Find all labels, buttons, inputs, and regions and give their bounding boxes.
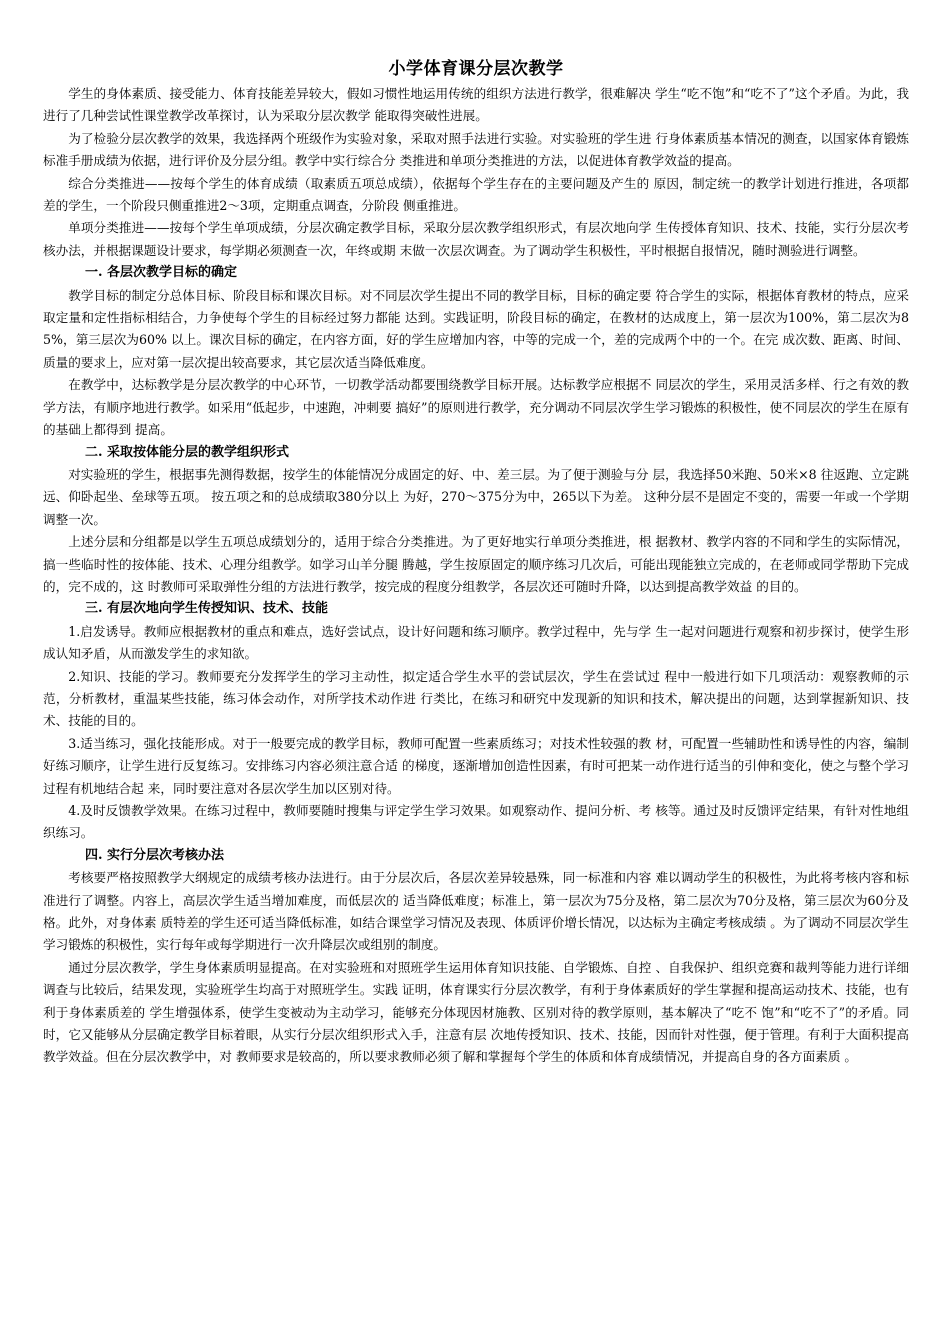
section-3-heading: 三. 有层次地向学生传授知识、技术、技能 <box>85 601 329 617</box>
section-4-paragraph-2: 通过分层次教学，学生身体素质明显提高。在对实验班和对照班学生运用体育知识技能、自学锻炼、自控 、自我保护、组织竞赛和裁判等能力进行详细调查与比较后，结果发现，实验班学生均高于对照班学生。实践 证明，体育课实行分层次教学，有利于身体素质好的学生掌握和提高运动技术、技能，也有利于身体素质差的 学生增强体系，使学生变被动为主动学习，能够充分体现因材施教、区别对待的教学原则，基本解决了“吃不 饱”和“吃不了”的矛盾。同时，它又能够从分层确定教学目标着眼，从实行分层次组织形式入手，注意有层 次地传授知识、技术、技能，因而针对性强，便于管理。有利于大面积提高教学效益。但在分层次教学中，对 教师要求是较高的，所以要求教师必须了解和掌握每个学生的体质和体育成绩情况，并提高自身的各方面素质 。 <box>43 959 909 1065</box>
section-3-paragraph-4: 4.及时反馈教学效果。在练习过程中，教师要随时搜集与评定学生学习效果。如观察动作、提问分析、考 核等。通过及时反馈评定结果，有针对性地组织练习。 <box>43 803 909 841</box>
section-2-paragraph-2: 上述分层和分组都是以学生五项总成绩划分的，适用于综合分类推进。为了更好地实行单项分类推进，根 据教材、教学内容的不同和学生的实际情况，搞一些临时性的按体能、技术、心理分组教学。如学习山羊分腿 腾越，学生按原固定的顺序练习几次后，可能出现能独立完成的，在老师或同学帮助下完成的，完不成的，这 时教师可采取弹性分组的方法进行教学，按完成的程度分组教学，各层次还可随时升降，以达到提高教学效益 的目的。 <box>43 534 909 594</box>
section-3-paragraph-1: 1.启发诱导。教师应根据教材的重点和难点，选好尝试点，设计好问题和练习顺序。教学过程中，先与学 生一起对问题进行观察和初步探讨，使学生形成认知矛盾，从而激发学生的求知欲。 <box>43 623 909 662</box>
document-title: 小学体育课分层次教学 <box>388 59 564 79</box>
section-3-paragraph-2: 2.知识、技能的学习。教师要充分发挥学生的学习主动性，拟定适合学生水平的尝试层次，学生在尝试过 程中一般进行如下几项活动：观察教师的示范，分析教材，重温某些技能，练习体会动作，对所学技术动作进 行类比，在练习和研究中发现新的知识和技术，解决提出的问题，达到掌握新知识、技术、技能的目的。 <box>43 668 909 729</box>
section-1-heading: 一. 各层次教学目标的确定 <box>85 265 238 281</box>
section-4-heading: 四. 实行分层次考核办法 <box>85 847 225 863</box>
section-3-paragraph-3: 3.适当练习，强化技能形成。对于一般要完成的教学目标，教师可配置一些素质练习；对技术性较强的教 材，可配置一些辅助性和诱导性的内容，编制好练习顺序，让学生进行反复练习。安排练习内容必须注意合适 的梯度，逐渐增加创造性因素，有时可把某一动作进行适当的引伸和变化，使之与整个学习过程有机地结合起 来，同时要注意对各层次学生加以区别对待。 <box>43 735 909 796</box>
section-2-heading: 二. 采取按体能分层的教学组织形式 <box>85 444 290 460</box>
section-4-paragraph-1: 考核要严格按照教学大纲规定的成绩考核办法进行。由于分层次后，各层次差异较悬殊，同一标准和内容 难以调动学生的积极性，为此将考核内容和标准进行了调整。内容上，高层次学生适当增加难度，而低层次的 适当降低难度；标准上，第一层次为75分及格，第二层次为70分及格，第三层次为60分及格。此外，对身体素 质特差的学生还可适当降低标准，如结合课堂学习情况及表现、体质评价增长情况，以达标为主确定考核成绩 。为了调动不同层次学生学习锻炼的积极性，实行每年或每学期进行一次升降层次或组别的制度。 <box>43 870 909 953</box>
section-1-paragraph-1: 教学目标的制定分总体目标、阶段目标和课次目标。对不同层次学生提出不同的教学目标，目标的确定要 符合学生的实际，根据体育教材的特点，应采取定量和定性指标相结合，力争使每个学生的目标经过努力都能 达到。实践证明，阶段目标的确定，在教材的达成度上，第一层次为100%，第二层次为85%，第三层次为60% 以上。课次目标的确定，在内容方面，好的学生应增加内容，中等的完成一个，差的完成两个中的一个。在完 成次数、距离、时间、质量的要求上，应对第一层次提出较高要求，其它层次适当降低难度。 <box>43 287 909 370</box>
intro-paragraph-3: 综合分类推进——按每个学生的体育成绩（取素质五项总成绩），依据每个学生存在的主要问题及产生的 原因，制定统一的教学计划进行推进，各项都差的学生，一个阶段只侧重推进2～3项，定期重点调查，分阶段 侧重推进。 <box>43 175 909 214</box>
intro-paragraph-2: 为了检验分层次教学的效果，我选择两个班级作为实验对象，采取对照手法进行实验。对实验班的学生进 行身体素质基本情况的测查，以国家体育锻炼标准手册成绩为依据，进行评价及分层分组。教学中实行综合分 类推进和单项分类推进的方法，以促进体育教学效益的提高。 <box>43 130 909 169</box>
intro-paragraph-4: 单项分类推进——按每个学生单项成绩，分层次确定教学目标，采取分层次教学组织形式，有层次地向学 生传授体育知识、技术、技能，实行分层次考核办法，并根据课题设计要求，每学期必须测查一次，年终或期 末做一次层次调查。为了调动学生积极性，平时根据自报情况，随时测验进行调整。 <box>43 220 909 258</box>
section-1-paragraph-2: 在教学中，达标教学是分层次教学的中心环节，一切教学活动都要围绕教学目标开展。达标教学应根据不 同层次的学生，采用灵活多样、行之有效的教学方法，有顺序地进行教学。如采用“低起步，中速跑，冲刺要 搞好”的原则进行教学，充分调动不同层次学生学习锻炼的积极性，使不同层次的学生在原有的基础上都得到 提高。 <box>43 377 909 438</box>
section-2-paragraph-1: 对实验班的学生，根据事先测得数据，按学生的体能情况分成固定的好、中、差三层。为了便于测验与分 层，我选择50米跑、50米×8 往返跑、立定跳远、仰卧起坐、垒球等五项。 按五项之和的总成绩取380分以上 为好，270～375分为中，265以下为差。 这种分层不是固定不变的，需要一年或一个学期调整一次。 <box>43 466 909 527</box>
intro-paragraph-1: 学生的身体素质、接受能力、体育技能差异较大，假如习惯性地运用传统的组织方法进行教学，很难解决 学生“吃不饱”和“吃不了”这个矛盾。为此，我进行了几种尝试性课堂教学改革探讨，认为采取分层次教学 能取得突破性进展。 <box>43 86 909 124</box>
document-body <box>43 58 909 1069</box>
